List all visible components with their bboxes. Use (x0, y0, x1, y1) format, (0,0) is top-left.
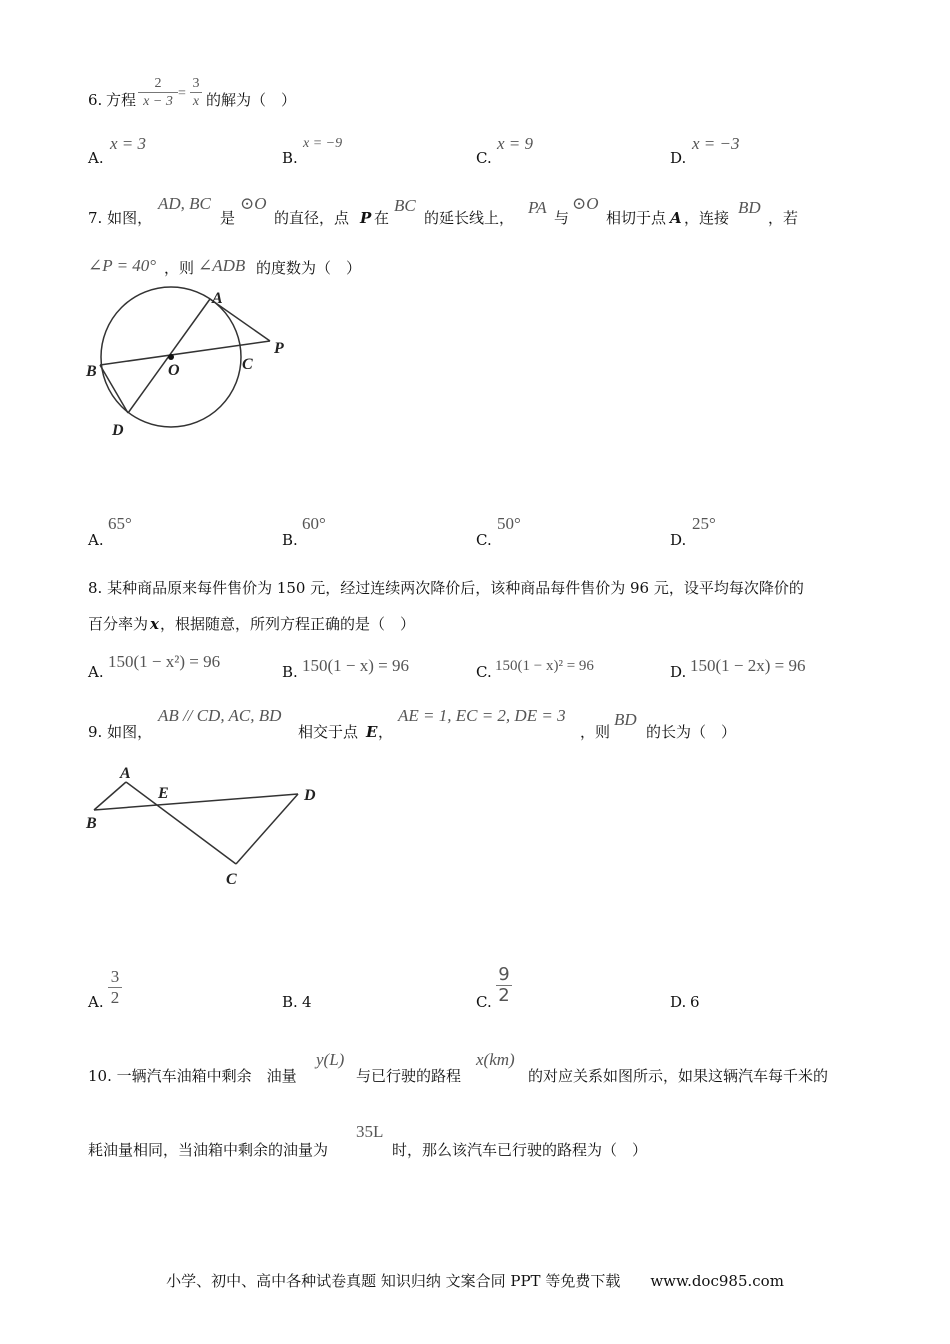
q9-option-b-letter: B. (282, 993, 298, 1011)
q6-frac1-num: 2 (154, 76, 162, 91)
q7-label-a: A (212, 290, 223, 307)
q6-option-d-letter: D. (670, 149, 687, 167)
q7-label-b: B (86, 363, 97, 380)
q8-option-a-value: 150(1 − x²) = 96 (108, 652, 221, 671)
q9-segment-cd (236, 794, 298, 864)
q8-option-c-value: 150(1 − x)² = 96 (495, 658, 594, 674)
q8-option-d-value: 150(1 − 2x) = 96 (690, 656, 806, 675)
q8-line-1: 8. 某种商品原来每件售价为 150 元，经过连续两次降价后，该种商品每件售价为 96 元，设平均每次降价的 (88, 579, 804, 597)
q7-math-bc: BC (394, 196, 416, 215)
q7-center-dot (168, 354, 174, 360)
q6-option-d-value: x = −3 (692, 134, 740, 153)
q9-label-e: E (158, 785, 169, 802)
q10-text-1: 10. 一辆汽车油箱中剩余 油量 (88, 1067, 297, 1085)
q7-text-9: ，则 (164, 259, 195, 277)
q7-math-angle-p: ∠P = 40° (88, 256, 157, 275)
q7-figure (80, 285, 310, 445)
q6-frac1-den: x − 3 (143, 94, 173, 109)
q7-option-b-letter: B. (282, 531, 298, 549)
q9-segment-ab (94, 782, 126, 810)
q9-option-c-num: 9 (498, 964, 510, 985)
q10-math-35l: 35L (356, 1122, 384, 1141)
q10-text-3: 的对应关系如图所示，如果这辆汽车每千米的 (528, 1067, 829, 1085)
q7-text-1: 是 (220, 209, 236, 227)
q6-option-b-letter: B. (282, 149, 298, 167)
q6-option-c-value: x = 9 (497, 134, 534, 153)
q8-option-a-letter: A. (88, 663, 104, 681)
q7-option-b-value: 60° (302, 514, 326, 533)
q9-text-1: 相交于点 (298, 723, 359, 741)
q9-math-parallel: AB // CD, AC, BD (158, 706, 282, 725)
q9-option-c-letter: C. (476, 993, 492, 1011)
q9-option-d-letter: D. (670, 993, 687, 1011)
q7-text-8: ，若 (768, 209, 799, 227)
q7-option-c-value: 50° (497, 514, 521, 533)
q10-math-x: x(km) (476, 1050, 515, 1069)
q9-option-d-value: 6 (690, 993, 700, 1011)
q6-number: 6. (88, 91, 103, 109)
q7-option-d-letter: D. (670, 531, 687, 549)
q7-math-bd: BD (738, 198, 761, 217)
q9-label-b: B (86, 815, 97, 832)
q10-text-4: 耗油量相同，当油箱中剩余的油量为 (88, 1141, 329, 1159)
q9-segment-bd (94, 794, 298, 810)
page-footer: 小学、初中、高中各种试卷真题 知识归纳 文案合同 PPT 等免费下载 www.doc985.com (166, 1272, 784, 1290)
q7-text-3: 在 (374, 209, 390, 227)
q9-option-c-den: 2 (498, 985, 510, 1006)
q7-text-7: ，连接 (684, 209, 730, 227)
q7-math-circle-o: ⊙O (240, 194, 267, 213)
q6-option-a-value: x = 3 (110, 134, 147, 153)
q9-label-c: C (226, 871, 237, 888)
q7-text-2: 的直径，点 (274, 209, 350, 227)
q9-label-d: D (304, 787, 316, 804)
q9-text-2: ， (378, 723, 394, 741)
q9-option-c-fraction (496, 966, 512, 1005)
q10-math-y: y(L) (316, 1050, 345, 1069)
q7-label-c: C (242, 356, 253, 373)
q8-option-b-value: 150(1 − x) = 96 (302, 656, 409, 675)
q7-option-a-letter: A. (88, 531, 104, 549)
q7-label-p: P (274, 340, 284, 357)
q9-option-a-den: 2 (110, 988, 120, 1007)
q6-equals: = (178, 86, 186, 101)
q8-option-c-letter: C. (476, 663, 492, 681)
q8-option-b-letter: B. (282, 663, 298, 681)
q6-prefix: 方程 (106, 91, 137, 109)
q7-math-angle-adb: ∠ADB (198, 256, 246, 275)
q6-option-a-letter: A. (88, 149, 104, 167)
q10-text-5: 时，那么该汽车已行驶的路程为（ ） (392, 1141, 648, 1159)
q9-segment-ac (126, 782, 236, 864)
q7-text-6: 相切于点 (606, 209, 667, 227)
q6-option-b-value: x = −9 (303, 136, 343, 151)
q7-label-o: O (168, 362, 180, 379)
q7-math-pa: PA (528, 198, 547, 217)
q7-text-10: 的度数为（ ） (256, 259, 362, 277)
q7-label-d: D (112, 422, 124, 439)
q6-fraction-1 (138, 76, 178, 109)
q7-text-4: 的延长线上， (424, 209, 515, 227)
q8-line-2b: ，根据随意，所列方程正确的是（ ） (160, 615, 416, 633)
q7-point-p: P (360, 209, 372, 227)
q6-option-c-letter: C. (476, 149, 492, 167)
q9-number: 9. 如图， (88, 723, 153, 741)
q7-math-ad-bc: AD, BC (158, 194, 211, 213)
q9-option-a-letter: A. (88, 993, 104, 1011)
q9-math-bd: BD (614, 710, 637, 729)
q9-text-4: 的长为（ ） (646, 723, 737, 741)
q9-option-a-fraction (108, 968, 122, 1007)
q7-text-5: 与 (554, 209, 570, 227)
q9-text-3: ，则 (580, 723, 611, 741)
q9-option-b-value: 4 (302, 993, 312, 1011)
q6-frac2-den: x (192, 94, 200, 109)
q6-fraction-2 (190, 76, 202, 109)
q7-option-d-value: 25° (692, 514, 716, 533)
q9-figure (80, 760, 330, 890)
q10-text-2: 与已行驶的路程 (356, 1067, 462, 1085)
q7-number: 7. 如图， (88, 209, 153, 227)
q7-option-a-value: 65° (108, 514, 132, 533)
q6-suffix: 的解为（ ） (206, 91, 297, 109)
q9-option-a-num: 3 (110, 967, 120, 986)
q8-line-2a: 百分率为 (88, 615, 149, 633)
q7-option-c-letter: C. (476, 531, 492, 549)
q7-point-a: A (670, 209, 682, 227)
q8-option-d-letter: D. (670, 663, 687, 681)
q7-math-circle-o-2: ⊙O (572, 194, 599, 213)
q9-label-a: A (120, 765, 131, 782)
q9-point-e: E (366, 723, 378, 741)
q8-variable-x: x (150, 615, 159, 633)
q6-frac2-num: 3 (192, 76, 200, 91)
q9-math-lengths: AE = 1, EC = 2, DE = 3 (398, 706, 566, 725)
q7-chord-bd (100, 365, 128, 413)
